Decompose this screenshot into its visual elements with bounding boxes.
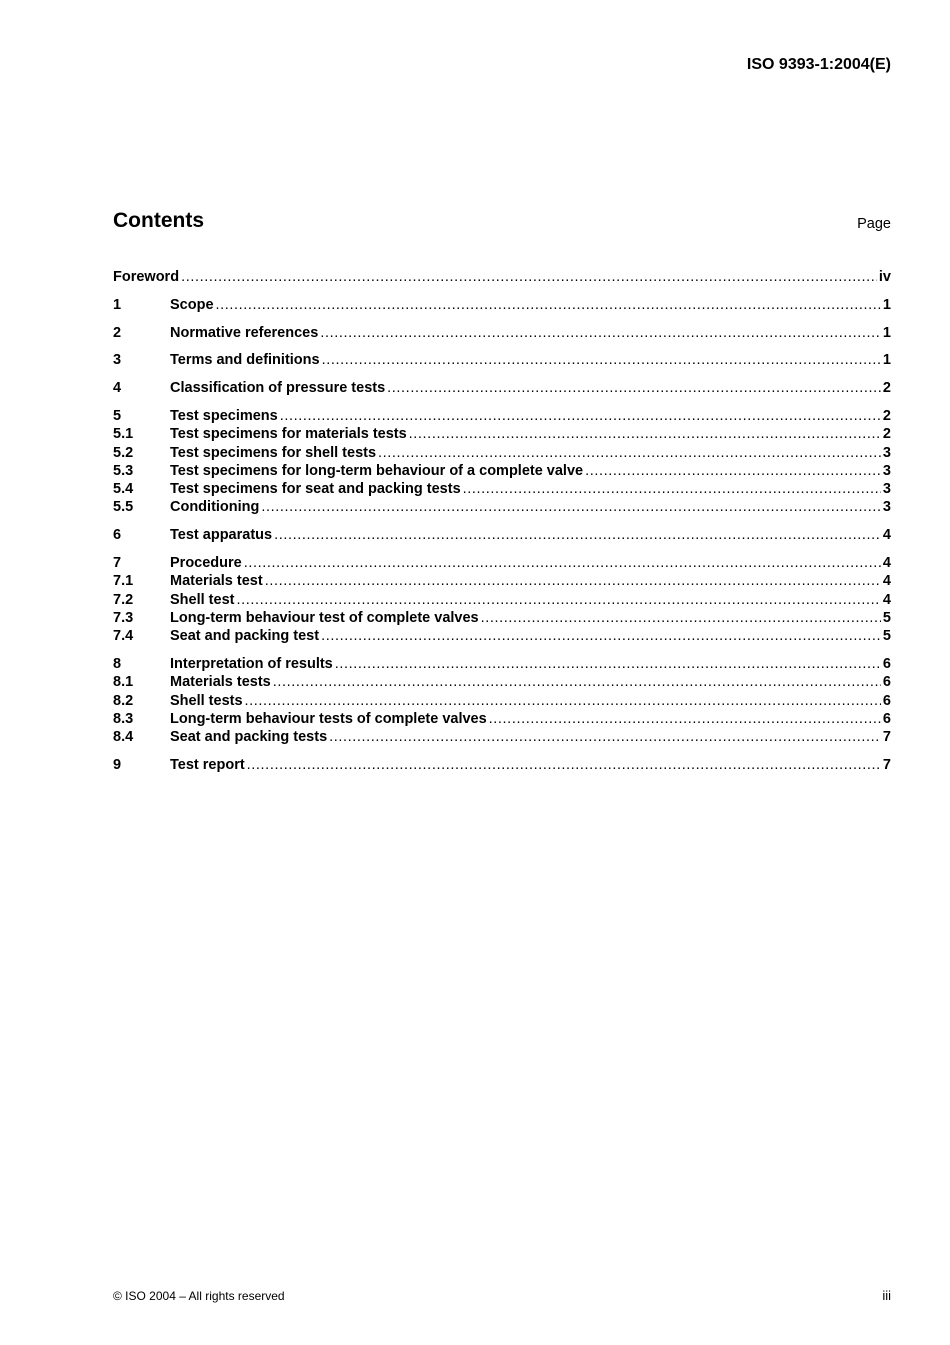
toc-entry-7-2[interactable] [113,591,891,609]
toc-entry-5-3[interactable] [113,462,891,480]
toc-leader-dots [216,296,881,314]
toc-leader-dots [236,591,880,609]
toc-entry-5-4[interactable] [113,480,891,498]
toc-leader-dots [409,425,881,443]
toc-entry-page: 6 [882,692,891,709]
toc-entry-8-1[interactable] [113,673,891,691]
contents-heading: Contents [113,209,204,232]
toc-entry-number: 5.1 [113,426,134,443]
toc-entry-page: 7 [882,757,891,774]
copyright-notice: © ISO 2004 – All rights reserved [113,1289,285,1303]
toc-entry-page: 3 [882,462,891,479]
toc-entry-page: 2 [882,407,891,424]
toc-entry-number: 8 [113,656,122,673]
toc-entry-number: 5.3 [113,462,134,479]
toc-leader-dots [329,728,881,746]
toc-entry-label: Conditioning [170,499,260,516]
toc-entry-foreword[interactable] [113,268,891,286]
toc-entry-5[interactable] [113,407,891,425]
toc-entry-label: Terms and definitions [170,352,320,369]
toc-entry-7-3[interactable] [113,609,891,627]
toc-entry-page: 2 [882,426,891,443]
toc-leader-dots [489,710,881,728]
toc-entry-page: 1 [882,324,891,341]
toc-entry-7-4[interactable] [113,627,891,645]
toc-entry-label: Long-term behaviour tests of complete valves [170,710,487,727]
toc-entry-number: 1 [113,296,122,313]
toc-leader-dots [321,627,881,645]
toc-entry-page: 4 [882,591,891,608]
toc-leader-dots [181,268,877,286]
toc-leader-dots [245,692,881,710]
toc-entry-label: Foreword [113,269,180,285]
toc-leader-dots [387,379,881,397]
toc-entry-9[interactable] [113,756,891,774]
toc-leader-dots [265,572,881,590]
toc-entry-page: 3 [882,481,891,498]
toc-entry-number: 8.4 [113,729,134,746]
toc-entry-label: Test specimens for materials tests [170,426,407,443]
toc-entry-label: Test specimens [170,407,278,424]
toc-entry-label: Procedure [170,555,242,572]
toc-entry-7-1[interactable] [113,572,891,590]
toc-entry-page: 3 [882,444,891,461]
toc-entry-page: 6 [882,710,891,727]
toc-entry-label: Test specimens for seat and packing tests [170,481,461,498]
toc-entry-page: 5 [882,628,891,645]
toc-entry-page: 4 [882,527,891,544]
toc-leader-dots [481,609,881,627]
toc-entry-label: Shell tests [170,692,243,709]
toc-entry-page: 1 [882,296,891,313]
toc-entry-label: Test apparatus [170,527,273,544]
toc-leader-dots [280,407,881,425]
toc-entry-number: 5.2 [113,444,134,461]
toc-entry-number: 8.3 [113,710,134,727]
toc-entry-number: 8.1 [113,674,134,691]
toc-leader-dots [585,462,881,480]
toc-entry-page: 6 [882,674,891,691]
toc-entry-3[interactable] [113,351,891,369]
toc-entry-1[interactable] [113,296,891,314]
toc-entry-page: 4 [882,573,891,590]
toc-entry-page: 4 [882,555,891,572]
toc-entry-number: 9 [113,757,122,774]
toc-entry-page: iv [878,269,891,285]
toc-entry-label: Normative references [170,324,319,341]
toc-leader-dots [273,673,881,691]
toc-leader-dots [274,526,881,544]
document-id: ISO 9393-1:2004(E) [746,56,891,73]
toc-leader-dots [335,655,881,673]
toc-entry-label: Scope [170,296,214,313]
toc-entry-label: Test specimens for long-term behaviour of a complete valve [170,462,584,479]
toc-entry-number: 7.2 [113,591,134,608]
toc-leader-dots [320,324,881,342]
toc-entry-number: 3 [113,352,122,369]
toc-entry-label: Interpretation of results [170,656,333,673]
toc-leader-dots [247,756,881,774]
toc-entry-label: Long-term behaviour test of complete valves [170,609,479,626]
toc-entry-label: Shell test [170,591,235,608]
toc-entry-8-2[interactable] [113,692,891,710]
toc-entry-label: Materials test [170,573,263,590]
toc-entry-label: Materials tests [170,674,271,691]
toc-entry-6[interactable] [113,526,891,544]
toc-leader-dots [322,351,881,369]
page-number: iii [882,1288,891,1303]
toc-entry-number: 4 [113,380,122,397]
toc-entry-8-3[interactable] [113,710,891,728]
toc-entry-5-2[interactable] [113,444,891,462]
toc-entry-label: Seat and packing test [170,628,320,645]
page-column-label: Page [857,216,891,232]
toc-entry-page: 6 [882,656,891,673]
toc-entry-number: 6 [113,527,122,544]
toc-entry-number: 5.4 [113,481,134,498]
toc-entry-number: 2 [113,324,122,341]
toc-entry-7[interactable] [113,554,891,572]
toc-entry-label: Test report [170,757,245,774]
toc-entry-number: 7.4 [113,628,134,645]
toc-entry-number: 7.1 [113,573,134,590]
toc-entry-page: 3 [882,499,891,516]
toc-entry-8-4[interactable] [113,728,891,746]
toc-entry-number: 7.3 [113,609,134,626]
toc-entry-label: Seat and packing tests [170,729,328,746]
toc-entry-page: 2 [882,380,891,397]
toc-entry-2[interactable] [113,324,891,342]
toc-entry-page: 5 [882,609,891,626]
table-of-contents [113,268,891,774]
toc-entry-label: Test specimens for shell tests [170,444,377,461]
toc-entry-5-1[interactable] [113,425,891,443]
toc-entry-number: 5.5 [113,499,134,516]
toc-entry-page: 7 [882,729,891,746]
toc-leader-dots [463,480,881,498]
toc-entry-page: 1 [882,352,891,369]
toc-leader-dots [244,554,881,572]
toc-entry-4[interactable] [113,379,891,397]
toc-entry-label: Classification of pressure tests [170,380,386,397]
toc-entry-number: 8.2 [113,692,134,709]
toc-entry-number: 7 [113,555,122,572]
toc-entry-number: 5 [113,407,122,424]
toc-entry-5-5[interactable] [113,498,891,516]
toc-entry-8[interactable] [113,655,891,673]
toc-leader-dots [261,498,881,516]
toc-leader-dots [378,444,881,462]
